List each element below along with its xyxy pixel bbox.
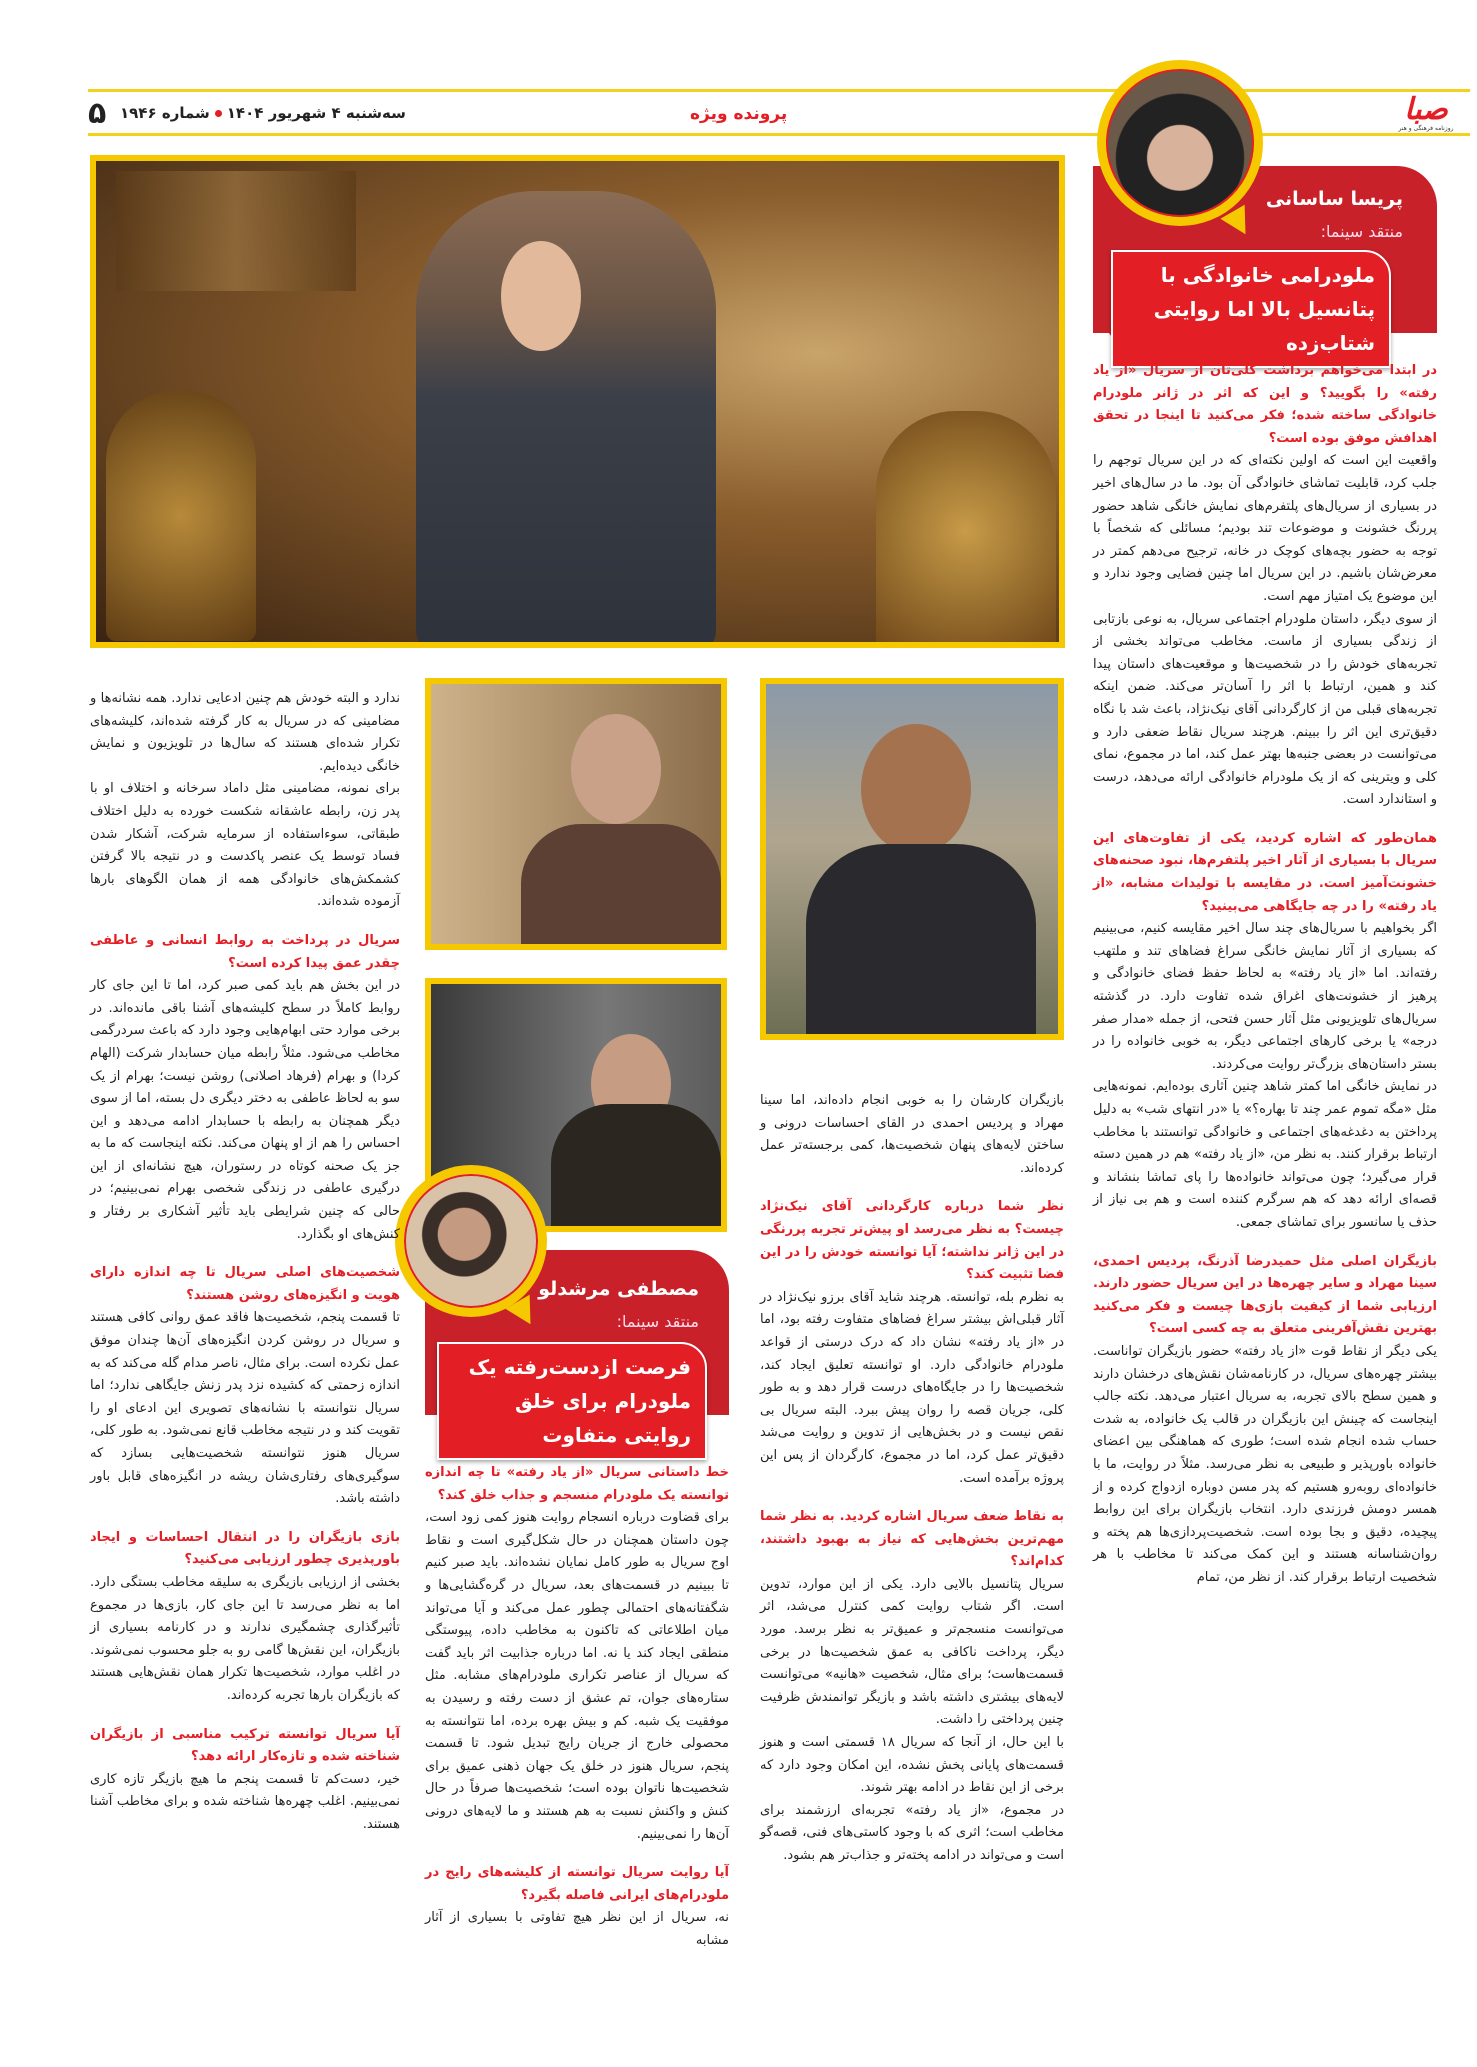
interview-answer: خیر، دست‌کم تا قسمت پنجم ما هیچ بازیگر تازه کاری نمی‌بینیم. اغلب چهره‌ها شناخته شده و برای مخاطب آشنا هستند. (90, 1771, 400, 1832)
author-role: منتقد سینما: (1320, 222, 1403, 241)
newspaper-logo (1385, 92, 1467, 132)
interview-question: آیا سریال توانسته ترکیب مناسبی از بازیگران شناخته شده و تازه‌کار ارائه دهد؟ (90, 1726, 400, 1765)
column-middle (760, 1090, 1064, 1868)
interview-question: سریال در پرداخت به روابط انسانی و عاطفی چقدر عمق پیدا کرده است؟ (90, 932, 400, 971)
author-name: پریسا ساسانی (1265, 188, 1403, 210)
article-headline: ملودرامی خانوادگی با پتانسیل بالا اما روایتی شتاب‌زده (1111, 250, 1391, 368)
header-top-rule (88, 89, 1470, 92)
article-headline: فرصت ازدست‌رفته یک ملودرام برای خلق روایتی متفاوت (437, 1342, 707, 1460)
author-role: منتقد سینما: (616, 1312, 699, 1331)
interview-question: خط داستانی سریال «از یاد رفته» تا چه اندازه توانسته یک ملودرام منسجم و جذاب خلق کند؟ (425, 1465, 729, 1503)
column-left (90, 688, 400, 1837)
interview-answer: نه، سریال از این نظر هیچ تفاوتی با بسیاری از آثار مشابه (425, 1910, 729, 1948)
interview-answer: برای نمونه، مضامینی مثل داماد سرخانه و اختلاف او با پدر زن، رابطه عاشقانه شکست خورده به دلیل اختلاف طبقاتی، سوءاستفاده از سرمایه شرکت، آشکار شدن فساد توسط یک عنصر پاکدست و در نتیجه بالا گرفتن کشمکش‌های خانوادگی همه از همان الگوهای بارها آزموده شده‌اند. (90, 781, 400, 910)
logo-subtitle: روزنامه فرهنگی و هنر (1398, 125, 1454, 132)
interview-question: بازی بازیگران را در انتقال احساسات و ایجاد باورپذیری چطور ارزیابی می‌کنید؟ (90, 1529, 400, 1568)
interview-answer: در نمایش خانگی اما کمتر شاهد چنین آثاری بوده‌ایم. نمونه‌هایی مثل «مگه تموم عمر چند تا بهاره؟» یا «در انتهای شب» به دلیل پرداختن به دغدغه‌های اجتماعی و خانوادگی توانستند با مخاطب ارتباط برقرار کنند. به نظر من، «از یاد رفته» هم در همین دسته قرار می‌گیرد؛ چون می‌تواند خانواده‌ها را پای تماشا بنشاند و قصه‌ای ارائه دهد که هم سرگرم کننده است و هم بی نیاز از حذف یا سانسور برای تماشای جمعی. (1093, 1079, 1437, 1230)
photo-actor-old-man (425, 678, 727, 950)
interview-question: بازیگران اصلی مثل حمیدرضا آذرنگ، پردیس احمدی، سینا مهراد و سایر چهره‌ها در این سریال حضور دارند. ارزیابی شما از کیفیت بازی‌ها چیست و فکر می‌کنید بهترین نقش‌آفرینی متعلق به چه کسی است؟ (1093, 1253, 1437, 1337)
issue-info (120, 104, 406, 122)
issue-date: سه‌شنبه ۴ شهریور ۱۴۰۴ (226, 104, 406, 122)
old-man-body (521, 824, 721, 950)
chair-left (106, 391, 256, 641)
interview-question: همان‌طور که اشاره کردید، یکی از تفاوت‌های این سریال با بسیاری از آثار اخیر پلتفرم‌ها، نبود صحنه‌های خشونت‌آمیز است. در مقایسه با تولیدات مشابه، «از یاد رفته» را در چه جایگاهی می‌بینید؟ (1093, 830, 1437, 914)
interview-question: نظر شما درباره کارگردانی آقای نیک‌نژاد چیست؟ به نظر می‌رسد او پیش‌تر تجربه پررنگی در این ژانر نداشته؛ آیا توانسته خودش را در این فضا تثبیت کند؟ (760, 1199, 1064, 1283)
interview-answer: برای قضاوت درباره انسجام روایت هنوز کمی زود است، چون داستان همچنان در حال شکل‌گیری است و نقاط اوج سریال به طور کامل نمایان نشده‌اند. باید صبر کنیم تا ببینیم در قسمت‌های بعد، سریال در گره‌گشایی‌ها و شگفتانه‌های احتمالی چطور عمل می‌کند و آیا می‌تواند میان اطلاعاتی که تاکنون به مخاطب داده، پیوستگی منطقی ایجاد کند یا نه. اما درباره جذابیت اثر باید گفت که سریال از عناصر تکراری ملودرام‌های مشابه. مثل ستاره‌های جوان، تم عشق از دست رفته و رسیدن به موفقیت یک شبه. کم و بیش بهره برده، اما نتوانسته به محصولی خارج از جریان رایج تبدیل شود. تا قسمت پنجم، سریال هنوز در خلق یک جهان ذهنی عمیق برای شخصیت‌ها ناتوان بوده است؛ شخصیت‌ها صرفاً در حال کنش و واکنش نسبت به هم هستند و ما لایه‌های درونی آن‌ها را نمی‌بینیم. (425, 1510, 729, 1842)
old-man-head (571, 714, 661, 824)
actor-body (806, 844, 1036, 1040)
author-name: مصطفی مرشدلو (538, 1278, 699, 1300)
interview-answer: با این حال، از آنجا که سریال ۱۸ قسمتی است و هنوز قسمت‌های پایانی پخش نشده، این امکان وجود دارد که برخی از این نقاط در ادامه بهتر شوند. (760, 1735, 1065, 1796)
section-title: پرونده ویژه (690, 104, 788, 124)
actress2-scarf (551, 1104, 721, 1232)
interview-answer: ندارد و البته خودش هم چنین ادعایی ندارد. همه نشانه‌ها و مضامینی که در سریال به کار گرفته شده‌اند، کلیشه‌های تکرار شده‌ای هستند که سال‌ها در تلویزیون و نمایش خانگی دیده‌ایم. (90, 691, 400, 774)
interview-answer: بخشی از ارزیابی بازیگری به سلیقه مخاطب بستگی دارد. اما به نظر می‌رسد تا این جای کار، بازی‌ها در مجموع تأثیرگذاری چشمگیری ندارند و در کارنامه بسیاری از بازیگران، این نقش‌ها گامی رو به جلو محسوب نمی‌شوند. در اغلب موارد، شخصیت‌ها تکرار همان نقش‌هایی هستند که بازیگران بارها تجربه کرده‌اند. (90, 1574, 400, 1703)
photo-actor-sunglasses (760, 678, 1064, 1040)
interview-question: به نقاط ضعف سریال اشاره کردید. به نظر شما مهم‌ترین بخش‌هایی که نیاز به بهبود داشتند، کدام‌اند؟ (760, 1509, 1064, 1570)
interview-answer: اگر بخواهیم با سریال‌های چند سال اخیر مقایسه کنیم، می‌بینیم که بسیاری از آثار نمایش خانگی سراغ فضاهای تند و ملتهب رفته‌اند. اما «از یاد رفته» به لحاظ حفظ فضای خانوادگی و پرهیز از خشونت‌های اغراق شده تفاوت دارد. در گذشته سریال‌های تلویزیونی مثل آثار حسن فتحی، از جمله «مدار صفر درجه» یا برخی کارهای اجتماعی دیگر، به خوبی خانواده را در بستر داستان‌های بزرگ‌تر روایت می‌کردند. (1093, 921, 1437, 1072)
column-second-article (425, 1462, 729, 1952)
interview-answer: در این بخش هم باید کمی صبر کرد، اما تا این جای کار روابط کاملاً در سطح کلیشه‌های آشنا باقی مانده‌اند. در برخی موارد حتی ابهام‌هایی وجود دارد که باعث سردرگمی مخاطب می‌شود. مثلاً رابطه میان حسابدار شرکت (الهام کردا) و بهرام (فرهاد اصلانی) روشن نیست؛ بهرام از یک سو به لحاظ عاطفی به دختر دیگری دل بسته، اما از سوی دیگر همچنان به رابطه با حسابدار ادامه می‌دهد و این احساس را هم از او پنهان می‌کند. نکته اینجاست که ما به جز یک صحنه کوتاه در رستوران، هیچ نشانه‌ای از این درگیری عاطفی در زندگی شخصی بهرام نمی‌بینیم؛ در حالی که چنین شرایطی باید تأثیر آشکاری بر رفتار و کنش‌های او بگذارد. (90, 978, 400, 1242)
main-photo-actress (90, 155, 1065, 648)
interview-answer: از سوی دیگر، داستان ملودرام اجتماعی سریال، به نوعی بازتابی از زندگی بسیاری از ماست. مخاطب می‌تواند بخشی از تجربه‌های خودش را در شخصیت‌ها و موقعیت‌های داستان پیدا کند و همین، ارتباط با اثر را آسان‌تر می‌کند. ضمن اینکه تجربه‌های قبلی من از کارگردانی آقای نیک‌نژاد، باعث شد با نگاه دقیق‌تری این اثر را ببینم. هرچند سریال نقاط ضعفی دارد و می‌توانست در بعضی جنبه‌ها بهتر عمل کند، اما در مجموع، نمای کلی و ویترینی که از یک ملودرام خانوادگی ارائه می‌دهد، درست و استاندارد است. (1093, 611, 1437, 808)
interview-answer: تا قسمت پنجم، شخصیت‌ها فاقد عمق روانی کافی هستند و سریال در روشن کردن انگیزه‌های آن‌ها چندان موفق عمل نکرده است. برای مثال، ناصر مدام گله می‌کند که به اندازه زحمتی که کشیده نزد پدر زنش جایگاهی ندارد؛ اما سریال نتوانسته با نشانه‌های تصویری این ادعای او را تقویت کند و در نتیجه مخاطب قانع نمی‌شود. به طور کلی، سریال هنوز نتوانسته شخصیت‌هایی بسازد که سوگیری‌های رفتاری‌شان ریشه در انگیزه‌های قابل باور داشته باشد. (90, 1310, 400, 1507)
interview-answer: بازیگران کارشان را به خوبی انجام داده‌اند، اما سینا مهراد و پردیس احمدی در القای احساسات درونی و ساختن لایه‌های پنهان شخصیت‌ها، کمی برجسته‌تر عمل کرده‌اند. (760, 1093, 1064, 1176)
actress-face (501, 241, 581, 351)
actor-head (861, 724, 971, 854)
author-photo-sasani (1097, 60, 1263, 226)
interview-answer: سریال پتانسیل بالایی دارد. یکی از این موارد، تدوین است. اگر شتاب روایت کمی کنترل می‌شد، اثر می‌توانست منسجم‌تر و عمیق‌تر به نظر برسد. مورد دیگر، پرداخت ناکافی به عمق شخصیت‌ها در برخی قسمت‌هاست؛ برای مثال، شخصیت «هانیه» می‌توانست لایه‌های بیشتری داشته باشد و بازیگر توانمندش ظرفیت چنین پرداختی را داشت. (760, 1576, 1064, 1728)
interview-question: شخصیت‌های اصلی سریال تا چه اندازه دارای هویت و انگیزه‌های روشن هستند؟ (90, 1265, 400, 1303)
wall-frames (116, 171, 356, 291)
interview-answer: به نظرم بله، توانسته. هرچند شاید آقای برزو نیک‌نژاد در آثار قبلی‌اش بیشتر سراغ فضاهای متفاوت رفته بود، اما در «از یاد رفته» نشان داد که درک درستی از قواعد ملودرام خانوادگی دارد. او توانسته تعلیق ایجاد کند، شخصیت‌ها را در جایگاه‌های درست قرار دهد و به طور کلی، جریان قصه را روان پیش ببرد. البته سریال بی نقص نیست و در بخش‌هایی از تدوین و روایت می‌شد دقیق‌تر عمل کرد، اما در مجموع، کارگردان از پس این پروژه برآمده است. (760, 1289, 1064, 1486)
interview-answer: یکی دیگر از نقاط قوت «از یاد رفته» حضور بازیگران تواناست. بیشتر چهره‌های سریال، در کارنامه‌شان نقش‌های درخشان دارند و همین سطح بالای تجربه، به سریال اعتبار می‌دهد. نکته جالب اینجاست که چینش این بازیگران در قالب یک خانواده، به شدت حساب شده انجام شده است؛ طوری که هماهنگی بین اعضای خانواده باورپذیر و طبیعی به نظر می‌رسد. مثلاً در روایت، ما با خانواده‌ای روبه‌رو هستیم که پدر مسن دوباره ازدواج کرده و از همسر دومش فرزندی دارد. انتخاب بازیگران برای این روابط پیچیده، دقیق و بجا بوده است. شخصیت‌پردازی‌ها هم پخته و روان‌شناسانه هستند و این کمک می‌کند تا مخاطب با هر شخصیت ارتباط برقرار کند. از نظر من، تمام (1093, 1343, 1437, 1585)
separator-dot (215, 110, 222, 117)
logo-mark: صبا (1404, 92, 1448, 127)
page-number: ۵ (88, 96, 107, 131)
interview-answer: در مجموع، «از یاد رفته» تجربه‌ای ارزشمند برای مخاطب است؛ اثری که با وجود کاستی‌های فنی، قصه‌گو است و می‌تواند در ادامه پخته‌تر و جذاب‌تر هم بشود. (760, 1802, 1064, 1863)
chair-right (876, 411, 1056, 648)
interview-question: در ابتدا می‌خواهم برداشت کلی‌تان از سریال «از یاد رفته» را بگویید؟ و این که اثر در ژانر ملودرام خانوادگی ساخته شده؛ فکر می‌کنید تا اینجا در تحقق اهدافش موفق بوده است؟ (1093, 363, 1437, 446)
issue-number: شماره ۱۹۴۶ (120, 104, 210, 122)
author-photo-morshedlou (395, 1165, 547, 1317)
interview-question: آیا روایت سریال توانسته از کلیشه‌های رایج در ملودرام‌های ایرانی فاصله بگیرد؟ (425, 1865, 729, 1903)
column-right (1093, 360, 1437, 1589)
interview-answer: واقعیت این است که اولین نکته‌ای که در این سریال توجهم را جلب کرد، قابلیت تماشای خانوادگی آن بود. ما در سال‌های اخیر در بسیاری از سریال‌های پلتفرم‌های نمایش خانگی شاهد حضور پررنگ خشونت و موضوعات تند بودیم؛ مسائلی که شخصاً با توجه به حضور بچه‌های کوچک در خانه، ترجیح می‌دهم کمتر در معرض‌شان باشیم. در این سریال اما چنین فضایی وجود ندارد و این موضوع یک امتیاز مهم است. (1093, 453, 1437, 604)
